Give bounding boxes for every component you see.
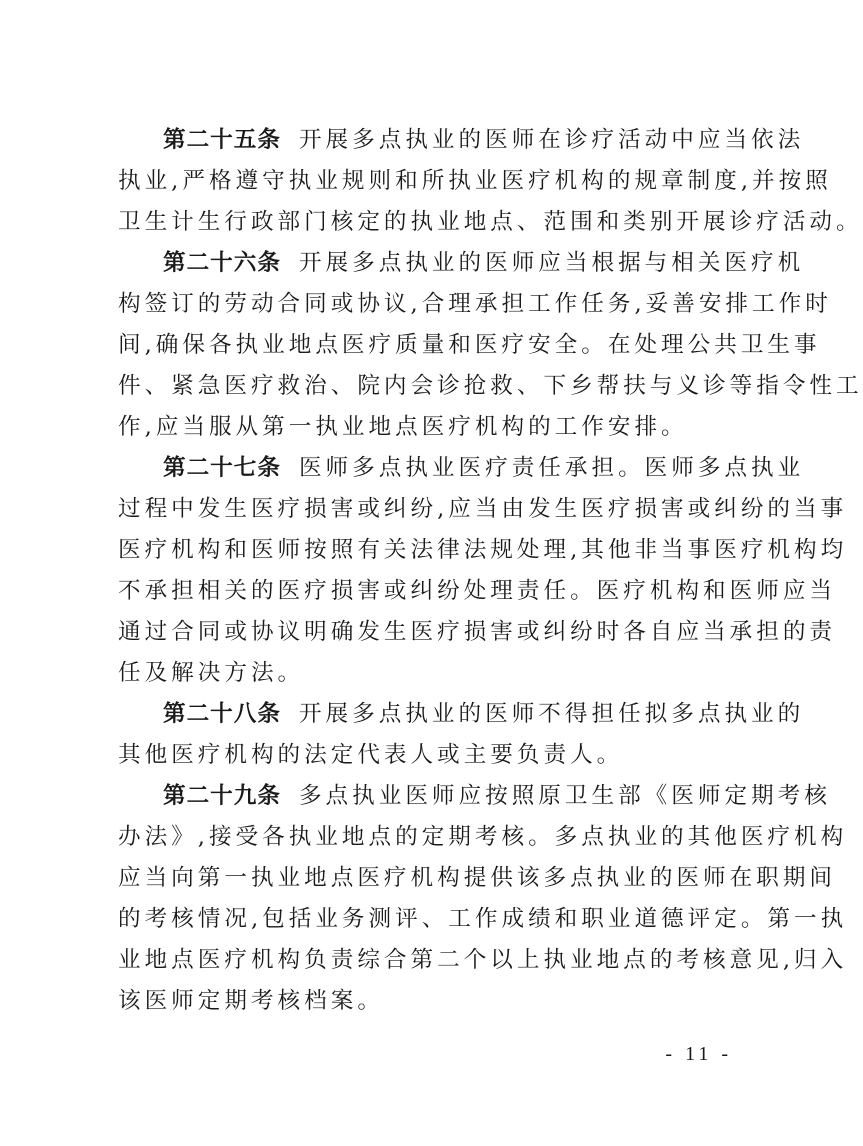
text-line: 任及解决方法。 — [118, 660, 305, 686]
text-line: 构签订的劳动合同或协议,合理承担工作任务,妥善安排工作时 — [118, 291, 832, 317]
article-28 — [118, 694, 805, 776]
page-number: - 11 - — [665, 1043, 732, 1065]
text-line: 通过合同或协议明确发生医疗损害或纠纷时各自应当承担的责 — [118, 619, 837, 645]
text-line: 的考核情况,包括业务测评、工作成绩和职业道德评定。第一执 — [118, 906, 848, 932]
text-line: 多点执业医师应按照原卫生部《医师定期考核 — [298, 783, 831, 809]
text-line: 医疗机构和医师按照有关法律法规处理,其他非当事医疗机构均 — [118, 537, 848, 563]
text-line: 不承担相关的医疗损害或纠纷处理责任。医疗机构和医师应当 — [118, 578, 837, 604]
article-number: 第二十六条 — [163, 250, 281, 276]
text-line: 过程中发生医疗损害或纠纷,应当由发生医疗损害或纠纷的当事 — [118, 496, 848, 522]
article-number: 第二十九条 — [163, 783, 281, 809]
body-text — [118, 120, 863, 1022]
text-line: 办法》,接受各执业地点的定期考核。多点执业的其他医疗机构 — [118, 824, 848, 850]
article-29 — [118, 776, 848, 1022]
article-number: 第二十八条 — [163, 701, 281, 727]
text-line: 该医师定期考核档案。 — [118, 988, 384, 1014]
text-line: 业地点医疗机构负责综合第二个以上执业地点的考核意见,归入 — [118, 947, 848, 973]
article-27 — [118, 448, 848, 694]
text-line: 开展多点执业的医师应当根据与相关医疗机 — [298, 250, 805, 276]
text-line: 件、紧急医疗救治、院内会诊抢救、下乡帮扶与义诊等指令性工 — [118, 373, 863, 399]
text-line: 开展多点执业的医师不得担任拟多点执业的 — [298, 701, 805, 727]
text-line: 开展多点执业的医师在诊疗活动中应当依法 — [298, 127, 805, 153]
text-line: 卫生计生行政部门核定的执业地点、范围和类别开展诊疗活动。 — [118, 209, 863, 235]
text-line: 作,应当服从第一执业地点医疗机构的工作安排。 — [118, 414, 688, 440]
text-line: 医师多点执业医疗责任承担。医师多点执业 — [298, 455, 805, 481]
article-25 — [118, 120, 863, 243]
text-line: 间,确保各执业地点医疗质量和医疗安全。在处理公共卫生事 — [118, 332, 821, 358]
text-line: 应当向第一执业地点医疗机构提供该多点执业的医师在职期间 — [118, 865, 837, 891]
article-number: 第二十七条 — [163, 455, 281, 481]
text-line: 执业,严格遵守执业规则和所执业医疗机构的规章制度,并按照 — [118, 168, 832, 194]
article-number: 第二十五条 — [163, 127, 281, 153]
text-line: 其他医疗机构的法定代表人或主要负责人。 — [118, 742, 624, 768]
article-26 — [118, 243, 863, 448]
